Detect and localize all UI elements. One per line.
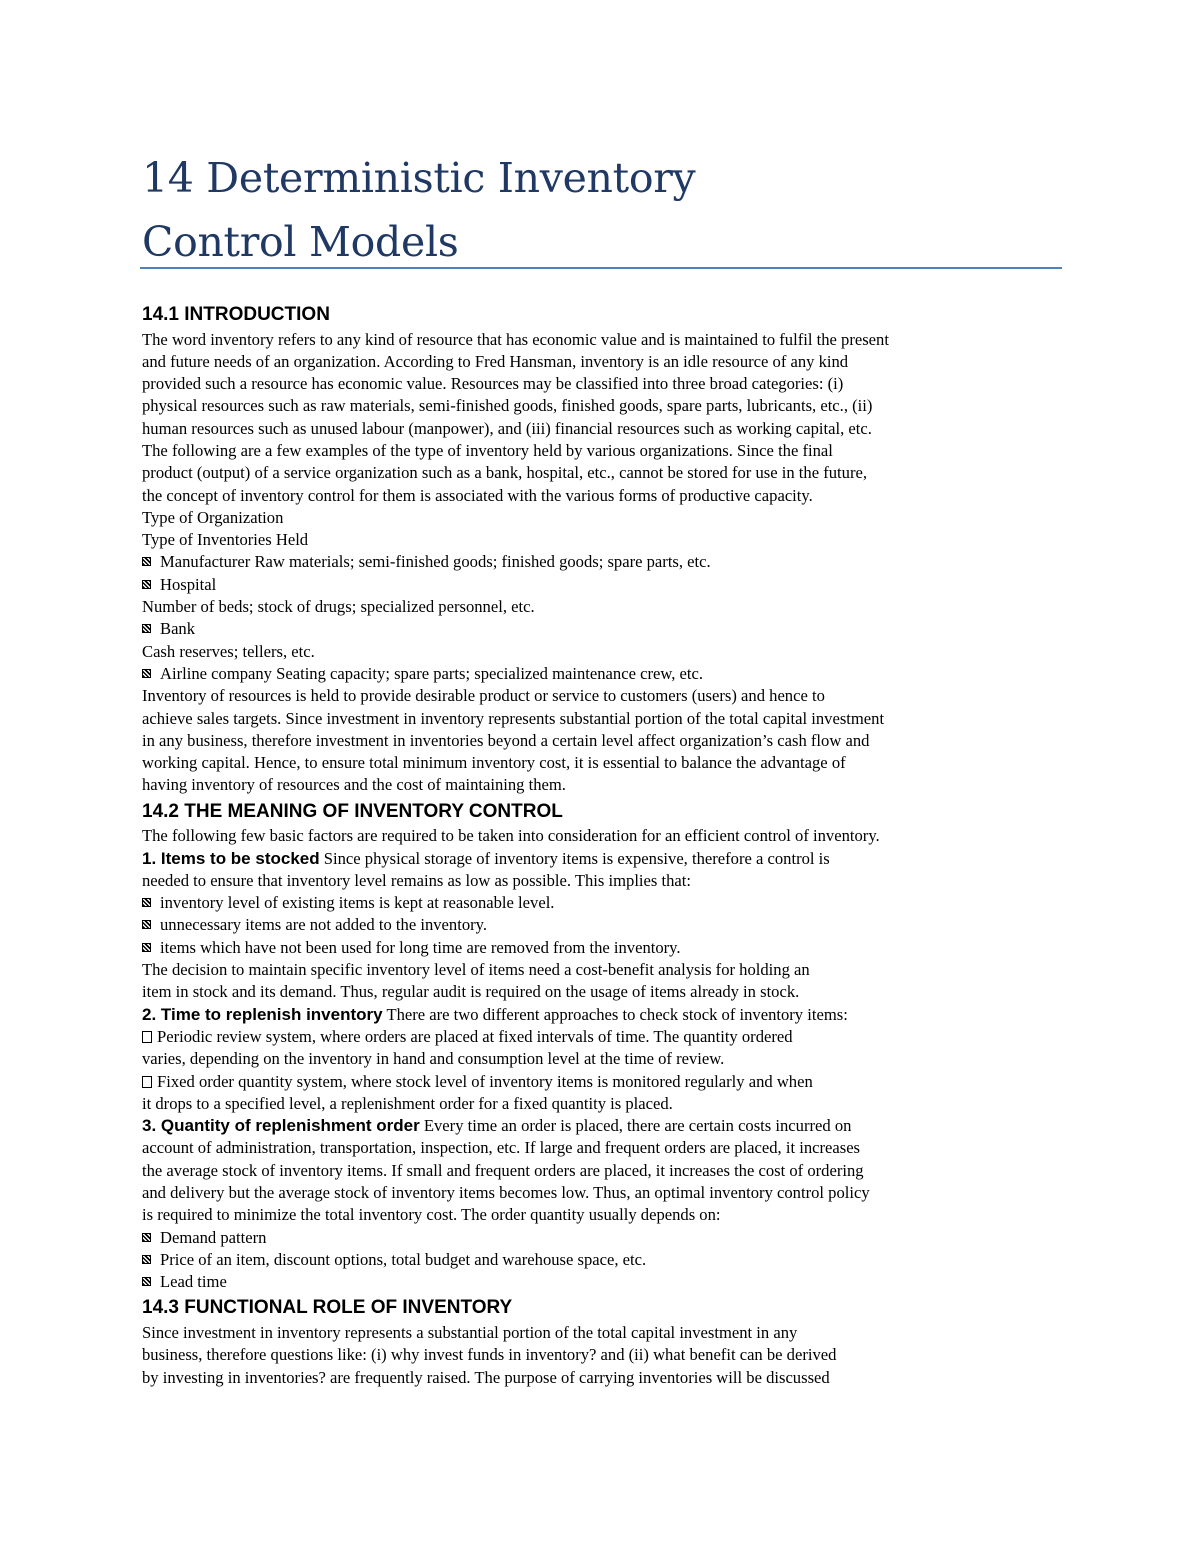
paragraph-line: in any business, therefore investment in inventories beyond a certain level affect organization’s cash flow and [142,730,870,750]
paragraph-line: needed to ensure that inventory level remains as low as possible. This implies that: [142,870,692,890]
bullet-icon [142,943,151,952]
table-header: Type of Organization [142,507,284,527]
title-rule [140,267,1062,269]
paragraph-line: by investing in inventories? are frequently raised. The purpose of carrying inventories will be discussed [142,1367,830,1387]
missing-glyph-icon [142,1076,152,1088]
paragraph-line: The decision to maintain specific inventory level of items need a cost-benefit analysis for holding an [142,960,810,980]
list-item: Price of an item, discount options, total budget and warehouse space, etc. [142,1249,1047,1271]
paragraph-line: it drops to a specified level, a replenishment order for a fixed quantity is placed. [142,1093,673,1113]
list-item: Demand pattern [142,1227,1047,1249]
list-item: Fixed order quantity system, where stock level of inventory items is monitored regularly and when [142,1071,1047,1093]
list-item: unnecessary items are not added to the inventory. [142,914,1047,936]
paragraph-line: product (output) of a service organization such as a bank, hospital, etc., cannot be stored for use in the future, [142,463,867,483]
list-item: inventory level of existing items is kept at reasonable level. [142,892,1047,914]
list-item: Hospital [142,574,1047,596]
item-lead: 1. Items to be stocked [142,848,320,868]
paragraph-line: The word inventory refers to any kind of resource that has economic value and is maintained to fulfil the present [142,329,889,349]
paragraph-line: Cash reserves; tellers, etc. [142,641,315,661]
bullet-icon [142,669,151,678]
paragraph-line: The following few basic factors are required to be taken into consideration for an efficient control of inventory. [142,826,880,846]
chapter-title [142,146,695,274]
list-item: Lead time [142,1271,1047,1293]
paragraph-line: The following are a few examples of the type of inventory held by various organizations. Since the final [142,440,833,460]
paragraph-line: 1. Items to be stocked Since physical storage of inventory items is expensive, therefore a control is [142,848,830,868]
paragraph-line: and delivery but the average stock of inventory items becomes low. Thus, an optimal inventory control policy [142,1182,870,1202]
section-heading: 14.1 INTRODUCTION [142,304,330,325]
paragraph-line: Inventory of resources is held to provide desirable product or service to customers (users) and hence to [142,686,825,706]
paragraph-line: Since investment in inventory represents a substantial portion of the total capital investment in any [142,1322,798,1342]
item-lead: 2. Time to replenish inventory [142,1004,383,1024]
paragraph-line: Number of beds; stock of drugs; specialized personnel, etc. [142,597,535,617]
list-item: Airline company Seating capacity; spare parts; specialized maintenance crew, etc. [142,663,1047,685]
paragraph-line: and future needs of an organization. According to Fred Hansman, inventory is an idle resource of any kind [142,351,849,371]
paragraph-line: item in stock and its demand. Thus, regular audit is required on the usage of items already in stock. [142,982,800,1002]
table-header: Type of Inventories Held [142,530,309,550]
bullet-icon [142,1277,151,1286]
paragraph-line: physical resources such as raw materials, semi-finished goods, finished goods, spare parts, lubricants, etc., (ii) [142,396,873,416]
list-item: Manufacturer Raw materials; semi-finished goods; finished goods; spare parts, etc. [142,551,1047,573]
paragraph-line: 2. Time to replenish inventory There are two different approaches to check stock of inventory items: [142,1004,848,1024]
paragraph-line: the concept of inventory control for them is associated with the various forms of productive capacity. [142,485,813,505]
bullet-icon [142,580,151,589]
list-item: items which have not been used for long time are removed from the inventory. [142,937,1047,959]
bullet-icon [142,624,151,633]
item-lead: 3. Quantity of replenishment order [142,1116,420,1136]
missing-glyph-icon [142,1031,152,1043]
paragraph-line: working capital. Hence, to ensure total minimum inventory cost, it is essential to balance the advantage of [142,753,846,773]
paragraph-line: 3. Quantity of replenishment order Every time an order is placed, there are certain costs incurred on [142,1116,852,1136]
paragraph-line: human resources such as unused labour (manpower), and (iii) financial resources such as working capital, etc. [142,418,872,438]
list-item: Bank [142,618,1047,640]
paragraph-line: varies, depending on the inventory in hand and consumption level at the time of review. [142,1049,725,1069]
paragraph-line: is required to minimize the total inventory cost. The order quantity usually depends on: [142,1205,721,1225]
section-heading: 14.2 THE MEANING OF INVENTORY CONTROL [142,800,563,822]
bullet-icon [142,557,151,566]
section-heading: 14.3 FUNCTIONAL ROLE OF INVENTORY [142,1297,513,1319]
paragraph-line: achieve sales targets. Since investment in inventory represents substantial portion of the total capital investment [142,708,885,728]
chapter-title-line-1: 14 Deterministic Inventory [142,154,696,202]
chapter-title-line-2: Control Models [142,218,459,266]
body-text [142,300,1047,1389]
list-item: Periodic review system, where orders are placed at fixed intervals of time. The quantity ordered [142,1026,1047,1048]
paragraph-line: the average stock of inventory items. If small and frequent orders are placed, it increases the cost of ordering [142,1160,864,1180]
bullet-icon [142,1233,151,1242]
bullet-icon [142,920,151,929]
bullet-icon [142,1255,151,1264]
paragraph-line: provided such a resource has economic value. Resources may be classified into three broad categories: (i) [142,374,844,394]
paragraph-line: business, therefore questions like: (i) why invest funds in inventory? and (ii) what benefit can be derived [142,1345,837,1365]
paragraph-line: account of administration, transportation, inspection, etc. If large and frequent orders are placed, it increases [142,1138,861,1158]
bullet-icon [142,898,151,907]
paragraph-line: having inventory of resources and the cost of maintaining them. [142,775,566,795]
